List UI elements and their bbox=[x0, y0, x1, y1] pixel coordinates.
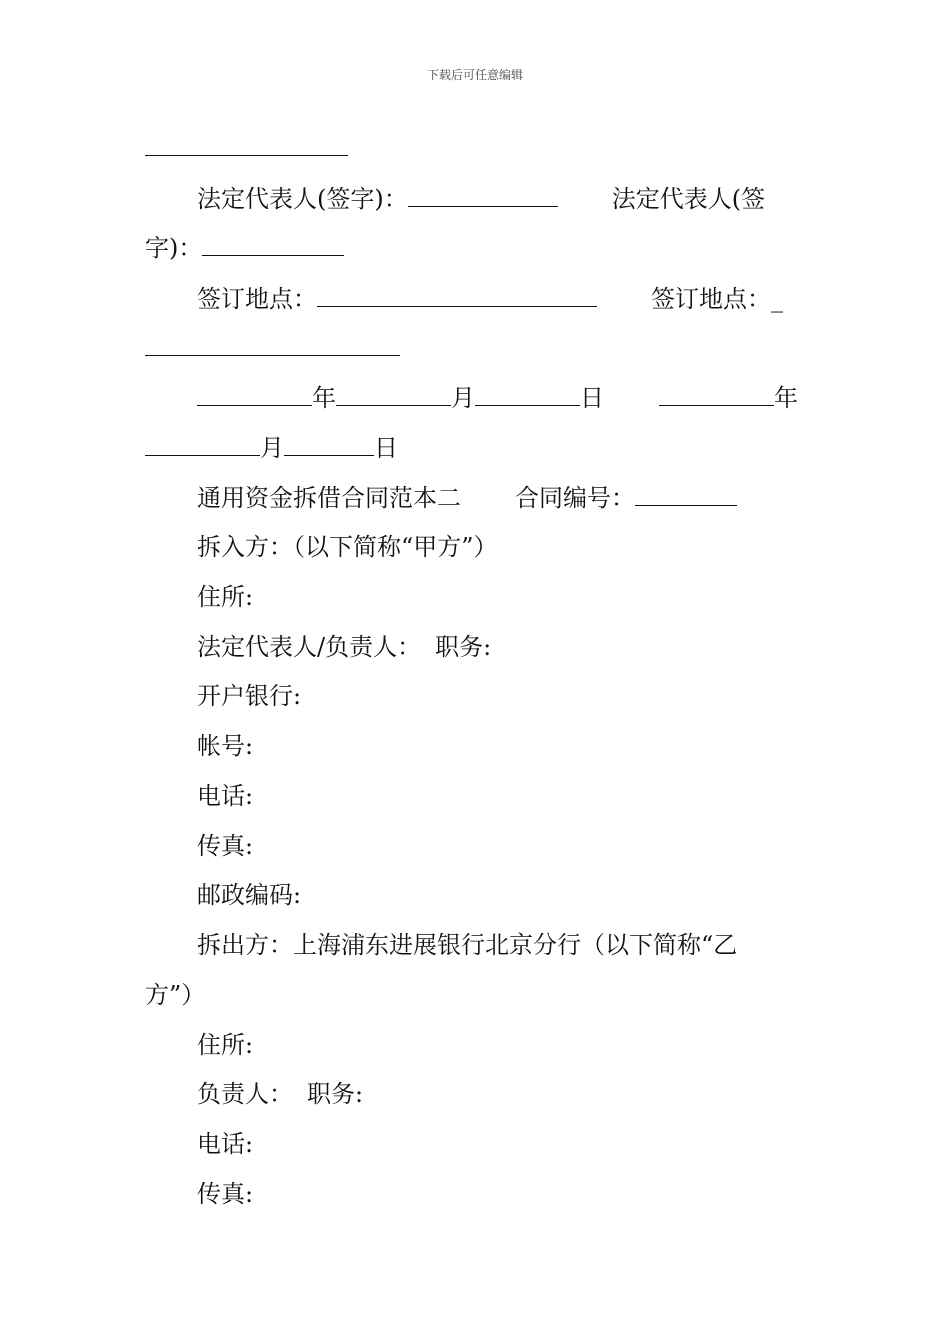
borrower-line: 拆入方：（以下简称“甲方”） bbox=[197, 533, 498, 561]
place-b-label: 签订地点：_ bbox=[651, 285, 783, 313]
year-label: 年 bbox=[774, 384, 798, 412]
month-label: 月 bbox=[260, 434, 284, 462]
blank-field bbox=[659, 383, 774, 406]
borrower-legal-rep-row bbox=[145, 631, 862, 663]
lender-fax: 传真: bbox=[197, 1180, 254, 1208]
lender-phone: 电话: bbox=[197, 1130, 254, 1158]
blank-field bbox=[284, 433, 374, 456]
borrower-phone: 电话: bbox=[197, 782, 254, 810]
blank-field bbox=[475, 383, 580, 406]
month-label: 月 bbox=[451, 384, 475, 412]
continuation-blank-line bbox=[145, 132, 810, 164]
blank-field bbox=[635, 483, 737, 506]
borrower-bank: 开户银行: bbox=[197, 682, 302, 710]
place-a-label: 签订地点： bbox=[197, 285, 317, 313]
year-label: 年 bbox=[312, 384, 336, 412]
borrower-fax: 传真: bbox=[197, 832, 254, 860]
header-note: 下载后可任意编辑 bbox=[426, 68, 523, 82]
blank-field bbox=[317, 284, 597, 307]
date-row-cont bbox=[145, 432, 810, 464]
lender-position-label: 职务: bbox=[307, 1080, 364, 1108]
contract-title-row bbox=[145, 482, 862, 514]
legal-rep-b-label: 法定代表人(签 bbox=[611, 185, 766, 213]
day-label: 日 bbox=[580, 384, 604, 412]
blank-field bbox=[336, 383, 451, 406]
contract-title: 通用资金拆借合同范本二 bbox=[197, 484, 461, 512]
signing-place-row-cont bbox=[145, 332, 810, 364]
blank-field bbox=[145, 133, 348, 156]
borrower-postcode: 邮政编码: bbox=[197, 881, 302, 909]
lender-head-label: 负责人： bbox=[197, 1080, 293, 1108]
legal-rep-b-label-cont: 字)： bbox=[145, 234, 203, 262]
lender-line: 拆出方：上海浦东进展银行北京分行（以下简称“乙 bbox=[197, 931, 738, 959]
legal-rep-signature-row-cont bbox=[145, 232, 810, 264]
blank-field bbox=[408, 184, 558, 207]
contract-number-label: 合同编号： bbox=[515, 484, 635, 512]
date-row bbox=[145, 382, 862, 414]
blank-field bbox=[145, 433, 260, 456]
lender-line-cont: 方”） bbox=[145, 981, 206, 1009]
blank-field bbox=[145, 333, 400, 356]
signing-place-row bbox=[145, 283, 862, 315]
position-label: 职务: bbox=[435, 633, 492, 661]
blank-field bbox=[197, 383, 312, 406]
lender-head-row bbox=[145, 1078, 862, 1110]
legal-rep-a-label: 法定代表人(签字)： bbox=[197, 185, 408, 213]
day-label: 日 bbox=[374, 434, 398, 462]
borrower-address: 住所: bbox=[197, 583, 254, 611]
legal-rep-label: 法定代表人/负责人： bbox=[197, 633, 422, 661]
blank-field bbox=[202, 233, 344, 256]
borrower-account: 帐号: bbox=[197, 732, 254, 760]
legal-rep-signature-row bbox=[145, 183, 862, 215]
lender-address: 住所: bbox=[197, 1031, 254, 1059]
